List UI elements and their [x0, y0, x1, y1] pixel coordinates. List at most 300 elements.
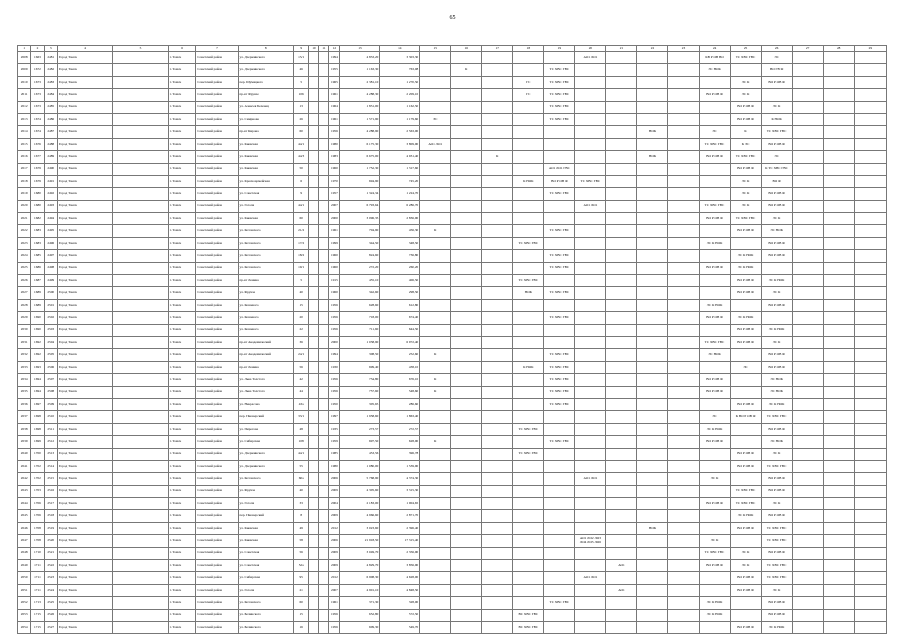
object-id-cell: 2506: [44, 361, 57, 373]
blank-cell: [309, 584, 319, 596]
row-number-cell: 2040: [18, 448, 31, 460]
blank-cell: [113, 113, 168, 125]
works-cell: [637, 349, 668, 361]
works-cell: [482, 250, 513, 262]
registry-id-cell: 1689: [31, 299, 44, 311]
city-cell: Город Томск: [57, 374, 112, 386]
blank-cell: [792, 89, 823, 101]
total-area-cell: 4 288,90: [340, 126, 380, 138]
city-short-cell: г. Томск: [168, 138, 196, 150]
object-id-cell: 2487: [44, 126, 57, 138]
blank-cell: [854, 386, 886, 398]
works-cell: [668, 163, 699, 175]
blank-cell: [319, 547, 329, 559]
works-cell: [420, 460, 451, 472]
district-cell: Советский район: [196, 572, 238, 584]
row-number-cell: 2053: [18, 609, 31, 621]
works-cell: ТС ХВС ГВС: [730, 52, 761, 64]
row-number-cell: 2042: [18, 473, 31, 485]
object-id-cell: 2527: [44, 621, 57, 633]
works-cell: ЭС К: [730, 188, 761, 200]
blank-cell: [823, 349, 854, 361]
blank-cell: [309, 299, 319, 311]
row-number-cell: 2023: [18, 237, 31, 249]
works-cell: [513, 460, 544, 472]
district-cell: Советский район: [196, 64, 238, 76]
total-area-cell: 3 023,60: [340, 522, 380, 534]
living-area-cell: 736,80: [380, 250, 420, 262]
street-cell: пр-кт Кирова: [238, 126, 293, 138]
city-cell: Город Томск: [57, 423, 112, 435]
table-row: [18, 460, 887, 472]
works-cell: [606, 287, 637, 299]
blank-cell: [823, 436, 854, 448]
blank-cell: [309, 609, 319, 621]
blank-cell: [823, 126, 854, 138]
column-number-cell: 5: [113, 46, 168, 52]
blank-cell: [792, 361, 823, 373]
works-cell: [482, 535, 513, 547]
works-cell: [730, 299, 761, 311]
row-number-cell: 2048: [18, 547, 31, 559]
works-cell: ВО Р ОВ Ф: [761, 597, 792, 609]
works-cell: [606, 188, 637, 200]
blank-cell: [823, 52, 854, 64]
blank-cell: [309, 411, 319, 423]
total-area-cell: 272,20: [340, 262, 380, 274]
object-id-cell: 2504: [44, 336, 57, 348]
blank-cell: [792, 572, 823, 584]
works-cell: [637, 324, 668, 336]
table-row: [18, 572, 887, 584]
works-cell: [513, 312, 544, 324]
works-cell: [451, 361, 482, 373]
city-cell: Город Томск: [57, 560, 112, 572]
city-short-cell: г. Томск: [168, 312, 196, 324]
street-cell: ул. Советская: [238, 188, 293, 200]
blank-cell: [309, 225, 319, 237]
works-cell: [575, 621, 606, 633]
house-number-cell: 26: [293, 113, 309, 125]
blank-cell: [309, 349, 319, 361]
blank-cell: [319, 200, 329, 212]
house-number-cell: 49: [293, 522, 309, 534]
blank-cell: [792, 336, 823, 348]
works-cell: [575, 423, 606, 435]
works-cell: [668, 423, 699, 435]
total-area-cell: 711,60: [340, 324, 380, 336]
total-area-cell: 6 175,30: [340, 138, 380, 150]
works-cell: [513, 250, 544, 262]
works-cell: [637, 237, 668, 249]
blank-cell: [113, 213, 168, 225]
living-area-cell: 1 317,60: [380, 163, 420, 175]
works-cell: [637, 597, 668, 609]
build-year-cell: 1983: [329, 151, 340, 163]
works-cell: [668, 448, 699, 460]
works-cell: [544, 535, 575, 547]
works-cell: ЭС К НОК: [761, 398, 792, 410]
works-cell: [575, 398, 606, 410]
living-area-cell: 549,70: [380, 621, 420, 633]
object-id-cell: 2491: [44, 175, 57, 187]
house-number-cell: 8: [293, 510, 309, 522]
registry-id-cell: 1663: [31, 52, 44, 64]
blank-cell: [319, 262, 329, 274]
street-cell: ул. Дзержинского: [238, 52, 293, 64]
blank-cell: [319, 522, 329, 534]
works-cell: [606, 237, 637, 249]
blank-cell: [319, 312, 329, 324]
registry-id-cell: 1672: [31, 64, 44, 76]
living-area-cell: 1 904,65: [380, 498, 420, 510]
house-number-cell: 56: [293, 547, 309, 559]
works-cell: [451, 188, 482, 200]
works-cell: ЭС: [699, 126, 730, 138]
district-cell: Советский район: [196, 584, 238, 596]
works-cell: ЭС НОК: [761, 386, 792, 398]
total-area-cell: 371,30: [340, 597, 380, 609]
works-cell: [482, 287, 513, 299]
works-cell: [699, 101, 730, 113]
blank-cell: [823, 299, 854, 311]
living-area-cell: 4 931,40: [380, 151, 420, 163]
blank-cell: [854, 448, 886, 460]
total-area-cell: 824,60: [340, 250, 380, 262]
blank-cell: [309, 262, 319, 274]
works-cell: ТС ХВС ГВС: [730, 498, 761, 510]
blank-cell: [823, 572, 854, 584]
column-number-cell: 11: [319, 46, 329, 52]
blank-cell: [309, 52, 319, 64]
row-number-cell: 2032: [18, 349, 31, 361]
living-area-cell: 3 303,30: [380, 52, 420, 64]
table-row: [18, 138, 887, 150]
blank-cell: [309, 560, 319, 572]
works-cell: [730, 609, 761, 621]
works-cell: [513, 398, 544, 410]
works-cell: [637, 64, 668, 76]
living-area-cell: 1 179,60: [380, 113, 420, 125]
registry-id-cell: 1708: [31, 535, 44, 547]
city-short-cell: г. Томск: [168, 89, 196, 101]
works-cell: [420, 163, 451, 175]
blank-cell: [854, 52, 886, 64]
works-cell: [606, 52, 637, 64]
works-cell: [482, 299, 513, 311]
build-year-cell: 1961: [329, 597, 340, 609]
registry-id-cell: 1686: [31, 262, 44, 274]
build-year-cell: 1960: [329, 250, 340, 262]
works-cell: ТС ХВС ГВС: [544, 287, 575, 299]
total-area-cell: 1 080,00: [340, 460, 380, 472]
works-cell: [606, 275, 637, 287]
works-cell: [637, 312, 668, 324]
works-cell: [420, 126, 451, 138]
district-cell: Советский район: [196, 52, 238, 64]
registry-id-cell: 1698: [31, 411, 44, 423]
blank-cell: [792, 138, 823, 150]
street-cell: ул. Киевская: [238, 151, 293, 163]
works-cell: [544, 138, 575, 150]
blank-cell: [319, 423, 329, 435]
works-cell: [606, 64, 637, 76]
city-short-cell: г. Томск: [168, 448, 196, 460]
street-cell: пер. Пионерский: [238, 510, 293, 522]
blank-cell: [854, 436, 886, 448]
build-year-cell: 2006: [329, 473, 340, 485]
works-cell: [606, 374, 637, 386]
blank-cell: [319, 126, 329, 138]
living-area-cell: 1 224,70: [380, 188, 420, 200]
works-cell: [699, 225, 730, 237]
living-area-cell: 2 836,90: [380, 213, 420, 225]
district-cell: Советский район: [196, 262, 238, 274]
row-number-cell: 2016: [18, 151, 31, 163]
works-cell: [575, 522, 606, 534]
district-cell: Советский район: [196, 436, 238, 448]
city-cell: Город Томск: [57, 138, 112, 150]
city-cell: Город Томск: [57, 386, 112, 398]
works-cell: ЭС К НОК: [730, 262, 761, 274]
total-area-cell: 1 831,00: [340, 101, 380, 113]
registry-id-cell: 1685: [31, 250, 44, 262]
table-row: [18, 498, 887, 510]
table-row: [18, 510, 887, 522]
blank-cell: [792, 560, 823, 572]
blank-cell: [113, 200, 168, 212]
house-number-cell: 44: [293, 386, 309, 398]
works-cell: АО1: [606, 584, 637, 596]
works-cell: [730, 423, 761, 435]
total-area-cell: 697,50: [340, 436, 380, 448]
blank-cell: [792, 76, 823, 88]
blank-cell: [823, 423, 854, 435]
total-area-cell: 342,60: [340, 287, 380, 299]
city-short-cell: г. Томск: [168, 423, 196, 435]
works-cell: ВО Р ОВ Ф: [761, 510, 792, 522]
column-number-cell: 10: [309, 46, 319, 52]
house-number-cell: 95: [293, 572, 309, 584]
blank-cell: [113, 460, 168, 472]
table-row: [18, 560, 887, 572]
row-number-cell: 2018: [18, 175, 31, 187]
blank-cell: [319, 188, 329, 200]
house-number-cell: 56: [293, 361, 309, 373]
object-id-cell: 2489: [44, 151, 57, 163]
works-cell: [420, 200, 451, 212]
city-short-cell: г. Томск: [168, 374, 196, 386]
works-cell: ВО Р ОВ Ф: [730, 572, 761, 584]
blank-cell: [319, 213, 329, 225]
works-cell: [420, 89, 451, 101]
house-number-cell: 48: [293, 423, 309, 435]
city-short-cell: г. Томск: [168, 411, 196, 423]
city-short-cell: г. Томск: [168, 597, 196, 609]
works-cell: ТС ХВС ГВС: [513, 423, 544, 435]
living-area-cell: 572,50: [380, 609, 420, 621]
row-number-cell: 2039: [18, 436, 31, 448]
blank-cell: [823, 163, 854, 175]
blank-cell: [823, 113, 854, 125]
table-row: [18, 275, 887, 287]
works-cell: [699, 324, 730, 336]
total-area-cell: 704,90: [340, 225, 380, 237]
district-cell: Советский район: [196, 473, 238, 485]
total-area-cell: 1 038,90: [340, 336, 380, 348]
blank-cell: [309, 175, 319, 187]
works-cell: ВО Р ОВ Ф: [699, 436, 730, 448]
works-cell: [699, 163, 730, 175]
column-number-cell: 21: [606, 46, 637, 52]
works-cell: [606, 386, 637, 398]
blank-cell: [319, 535, 329, 547]
blank-cell: [309, 275, 319, 287]
object-id-cell: 2510: [44, 411, 57, 423]
works-cell: [420, 597, 451, 609]
works-cell: [668, 299, 699, 311]
works-cell: [544, 448, 575, 460]
works-cell: ВО Р ОВ Ф: [761, 200, 792, 212]
total-area-cell: 4 829,70: [340, 560, 380, 572]
works-cell: [668, 535, 699, 547]
works-cell: ТС ХВС ГВС: [544, 250, 575, 262]
registry-id-cell: 1715: [31, 609, 44, 621]
works-cell: [606, 163, 637, 175]
build-year-cell: 1960: [329, 287, 340, 299]
house-number-cell: 58: [293, 535, 309, 547]
works-cell: ВО Р ОВ Ф: [699, 213, 730, 225]
blank-cell: [113, 485, 168, 497]
works-cell: ТС ХВС ГВС: [761, 126, 792, 138]
row-number-cell: 2024: [18, 250, 31, 262]
row-number-cell: 2011: [18, 89, 31, 101]
works-cell: [544, 151, 575, 163]
build-year-cell: 1994: [329, 52, 340, 64]
living-area-cell: 628,90: [380, 436, 420, 448]
works-cell: [544, 609, 575, 621]
works-cell: [575, 213, 606, 225]
works-cell: [420, 473, 451, 485]
living-area-cell: 1 162,50: [380, 101, 420, 113]
table-row: [18, 126, 887, 138]
blank-cell: [319, 436, 329, 448]
registry-id-cell: 1680: [31, 200, 44, 212]
works-cell: ВО Р ОВ Ф: [730, 336, 761, 348]
works-cell: [637, 473, 668, 485]
blank-cell: [113, 448, 168, 460]
blank-cell: [319, 621, 329, 633]
works-cell: АО1 ЛО1: [575, 52, 606, 64]
works-cell: ВО Р ОВ Ф: [761, 138, 792, 150]
city-cell: Город Томск: [57, 361, 112, 373]
works-cell: [482, 398, 513, 410]
works-cell: ЭС К: [730, 89, 761, 101]
works-cell: К: [482, 151, 513, 163]
living-area-cell: 4 628,00: [380, 572, 420, 584]
object-id-cell: 2493: [44, 200, 57, 212]
works-cell: [606, 200, 637, 212]
blank-cell: [854, 225, 886, 237]
blank-cell: [854, 336, 886, 348]
works-cell: [637, 398, 668, 410]
works-cell: [606, 547, 637, 559]
works-cell: ЭС НОК: [761, 225, 792, 237]
city-short-cell: г. Томск: [168, 473, 196, 485]
blank-cell: [792, 460, 823, 472]
house-number-cell: 33/1: [293, 411, 309, 423]
total-area-cell: 757,60: [340, 386, 380, 398]
works-cell: [420, 547, 451, 559]
blank-cell: [854, 374, 886, 386]
row-number-cell: 2010: [18, 76, 31, 88]
district-cell: Советский район: [196, 609, 238, 621]
row-number-cell: 2020: [18, 200, 31, 212]
works-cell: [451, 225, 482, 237]
works-cell: [699, 398, 730, 410]
blank-cell: [319, 101, 329, 113]
object-id-cell: 2483: [44, 76, 57, 88]
build-year-cell: 1956: [329, 621, 340, 633]
district-cell: Советский район: [196, 237, 238, 249]
object-id-cell: 2494: [44, 213, 57, 225]
object-id-cell: 2525: [44, 597, 57, 609]
city-cell: Город Томск: [57, 175, 112, 187]
works-cell: [451, 200, 482, 212]
works-cell: [420, 423, 451, 435]
registry-id-cell: 1682: [31, 213, 44, 225]
works-cell: [451, 510, 482, 522]
works-cell: ВО Р ОВ Ф: [699, 498, 730, 510]
blank-cell: [854, 485, 886, 497]
build-year-cell: 1960: [329, 163, 340, 175]
total-area-cell: 4 288,30: [340, 89, 380, 101]
works-cell: [544, 498, 575, 510]
city-cell: Город Томск: [57, 597, 112, 609]
works-cell: [451, 113, 482, 125]
works-cell: ВО ГВ Ф: [761, 64, 792, 76]
city-short-cell: г. Томск: [168, 436, 196, 448]
works-cell: ВО Р ОВ Ф: [761, 349, 792, 361]
table-row: [18, 423, 887, 435]
district-cell: Советский район: [196, 448, 238, 460]
street-cell: пер. Пионерский: [238, 411, 293, 423]
object-id-cell: 2520: [44, 535, 57, 547]
works-cell: [482, 163, 513, 175]
blank-cell: [113, 225, 168, 237]
works-cell: АО1 ЛО1: [575, 473, 606, 485]
works-cell: [606, 535, 637, 547]
row-number-cell: 2008: [18, 52, 31, 64]
object-id-cell: 2517: [44, 498, 57, 510]
works-cell: ВС ХВС ГВС: [513, 609, 544, 621]
works-cell: [451, 287, 482, 299]
street-cell: ул. Льва Толстого: [238, 374, 293, 386]
blank-cell: [854, 510, 886, 522]
blank-cell: [309, 138, 319, 150]
works-cell: [575, 448, 606, 460]
works-cell: [544, 324, 575, 336]
house-number-cell: 46: [293, 64, 309, 76]
works-cell: [637, 213, 668, 225]
works-cell: [668, 138, 699, 150]
column-number-cell: 13: [340, 46, 380, 52]
district-cell: Советский район: [196, 175, 238, 187]
works-cell: [420, 151, 451, 163]
works-cell: К: [451, 64, 482, 76]
living-area-cell: 2 396,40: [380, 522, 420, 534]
works-cell: ЭС К: [699, 535, 730, 547]
